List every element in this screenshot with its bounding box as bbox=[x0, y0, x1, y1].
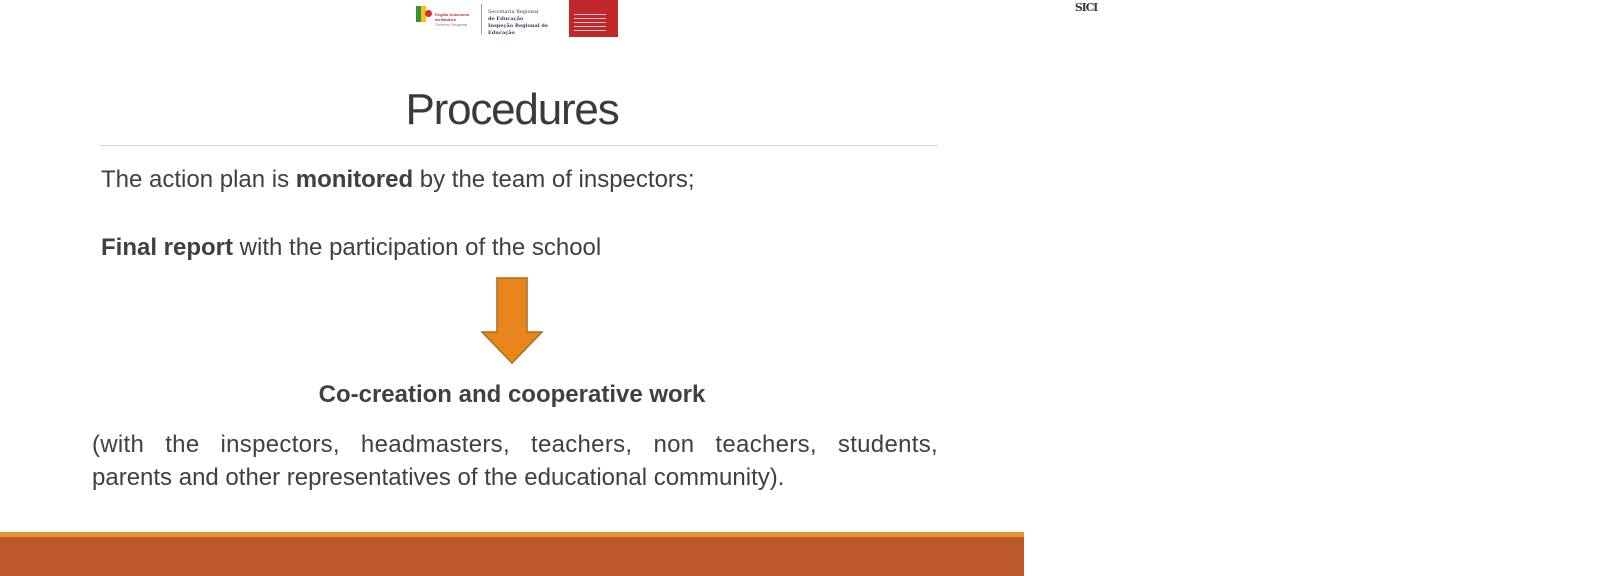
line1-suffix: by the team of inspectors; bbox=[413, 166, 695, 193]
header-logos bbox=[416, 0, 1098, 40]
logo-divider bbox=[481, 4, 482, 34]
madeira-emblem-icon bbox=[416, 4, 432, 24]
sre-line-1: Secretaria Regional bbox=[488, 9, 539, 15]
line2-emphasis: Final report bbox=[101, 234, 234, 261]
slide-title: Procedures bbox=[405, 85, 619, 134]
participants-text bbox=[92, 428, 938, 494]
line1-prefix: The action plan is bbox=[101, 166, 296, 193]
madeira-logo bbox=[416, 0, 475, 27]
region-line-1: Região Autónoma bbox=[435, 12, 470, 17]
sre-line-2: de Educação bbox=[488, 16, 524, 22]
line2-suffix: with the participation of the school bbox=[233, 234, 602, 261]
title-divider bbox=[100, 145, 938, 146]
footer-bar bbox=[0, 537, 1024, 576]
region-line-2: da Madeira bbox=[435, 17, 456, 22]
line1-emphasis: monitored bbox=[295, 166, 414, 193]
final-report-statement bbox=[101, 234, 601, 262]
participants-line-2: parents and other representatives of the educational community). bbox=[92, 464, 785, 491]
sici-logo bbox=[569, 0, 1098, 37]
sici-title: SICI bbox=[1074, 1, 1098, 14]
region-line-3: Governo Regional bbox=[435, 22, 468, 27]
sre-logo bbox=[488, 0, 564, 37]
cocreation-heading: Co-creation and cooperative work bbox=[318, 381, 706, 408]
down-arrow-icon bbox=[480, 277, 544, 365]
sre-line-3: Inspeção Regional de Educação bbox=[488, 23, 549, 36]
madeira-text bbox=[435, 12, 475, 27]
monitoring-statement bbox=[101, 166, 695, 194]
participants-line-1: (with the inspectors, headmasters, teachers, non teachers, students, bbox=[92, 431, 938, 458]
sici-subtitle-lines bbox=[574, 14, 606, 34]
